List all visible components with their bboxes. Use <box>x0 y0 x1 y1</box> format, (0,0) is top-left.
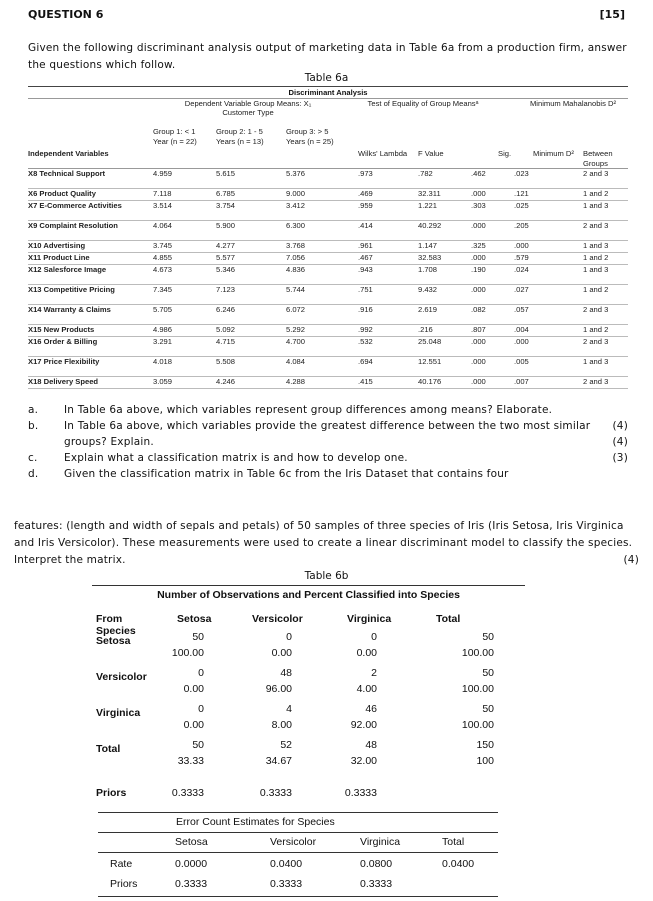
percent-cell: 0.00 <box>183 719 204 731</box>
table6c-caption: Error Count Estimates for Species <box>176 816 335 828</box>
cell-g3: 4.084 <box>286 357 306 366</box>
percent-cell: 4.00 <box>356 683 377 695</box>
cell-wilks: .415 <box>358 377 373 386</box>
percent-cell: 100.00 <box>461 647 494 659</box>
header-setosa: Setosa <box>175 836 208 848</box>
variable-name: X12 Salesforce Image <box>28 265 107 274</box>
variable-name: X18 Delivery Speed <box>28 377 99 386</box>
count-cell: 0 <box>198 667 204 679</box>
table-row <box>28 325 628 337</box>
header-from-species: From Species <box>96 613 136 637</box>
cell-d2: .024 <box>514 265 529 274</box>
cell-d2: .000 <box>514 337 529 346</box>
cell-g2: 6.246 <box>216 305 236 314</box>
table-row <box>28 337 628 357</box>
count-cell: 50 <box>482 631 494 643</box>
cell-wilks: .916 <box>358 305 373 314</box>
cell-g2: 4.277 <box>216 241 236 250</box>
rate-versicolor: 0.0400 <box>270 858 303 870</box>
variable-name: X17 Price Flexibility <box>28 357 100 366</box>
rate-total: 0.0400 <box>442 858 475 870</box>
rate-virginica: 0.0800 <box>360 858 393 870</box>
percent-cell: 8.00 <box>271 719 292 731</box>
table6a-label: Table 6a <box>304 72 349 84</box>
cell-d2: .025 <box>514 201 529 210</box>
cell-bg: 1 and 2 <box>583 189 609 198</box>
cell-g2: 5.577 <box>216 253 236 262</box>
cell-bg: 2 and 3 <box>583 305 609 314</box>
row-label: Virginica <box>96 707 141 719</box>
priors-versicolor: 0.3333 <box>270 878 303 890</box>
cell-bg: 1 and 2 <box>583 285 609 294</box>
cell-bg: 2 and 3 <box>583 337 609 346</box>
cell-bg: 2 and 3 <box>583 221 609 230</box>
rate-setosa: 0.0000 <box>175 858 208 870</box>
cell-sig: .000 <box>471 377 486 386</box>
col-wilks: Wilks' Lambda <box>358 149 408 158</box>
cell-sig: .000 <box>471 337 486 346</box>
count-cell: 50 <box>192 631 204 643</box>
cell-d2: .579 <box>514 253 529 262</box>
percent-cell: 100.00 <box>461 683 494 695</box>
cell-g1: 3.291 <box>153 337 173 346</box>
cell-g2: 5.508 <box>216 357 236 366</box>
question-text: Explain what a classification matrix is and how to develop one. <box>64 452 408 464</box>
cell-g2: 6.785 <box>216 189 236 198</box>
cell-sig: .325 <box>471 241 486 250</box>
cell-f: 1.221 <box>418 201 438 210</box>
percent-cell: 100 <box>476 755 494 767</box>
cell-sig: .000 <box>471 221 486 230</box>
question-letter: d. <box>28 468 39 480</box>
cell-f: 40.176 <box>418 377 442 386</box>
cell-wilks: .943 <box>358 265 373 274</box>
cell-d2: .004 <box>514 325 529 334</box>
cell-g1: 7.118 <box>153 189 172 198</box>
table-row <box>28 265 628 285</box>
percent-cell: 32.00 <box>350 755 377 767</box>
priors-setosa: 0.3333 <box>175 878 208 890</box>
variable-name: X14 Warranty & Claims <box>28 305 111 314</box>
cell-sig: .190 <box>471 265 486 274</box>
cell-sig: .462 <box>471 169 486 178</box>
priors-label: Priors <box>110 878 138 890</box>
col-group3: Group 3: > 5 Years (n = 25) <box>286 127 334 146</box>
cell-bg: 1 and 3 <box>583 241 609 250</box>
cell-f: 32.311 <box>418 189 441 198</box>
count-cell: 150 <box>476 739 494 751</box>
header-virginica: Virginica <box>360 836 401 848</box>
percent-cell: 0.00 <box>271 647 292 659</box>
row-label: Total <box>96 743 121 755</box>
cell-d2: .057 <box>514 305 529 314</box>
question-letter: a. <box>28 404 39 416</box>
cell-f: 40.292 <box>418 221 442 230</box>
cell-bg: 2 and 3 <box>583 169 609 178</box>
cell-g3: 5.744 <box>286 285 306 294</box>
cell-wilks: .469 <box>358 189 373 198</box>
question-marks: (4) <box>612 420 628 432</box>
cell-bg: 1 and 2 <box>583 253 609 262</box>
count-cell: 50 <box>192 739 204 751</box>
row-label: Versicolor <box>96 671 147 683</box>
cell-d2: .000 <box>514 241 529 250</box>
question-letter: c. <box>28 452 38 464</box>
priors-label: Priors <box>96 787 127 799</box>
variable-name: X8 Technical Support <box>28 169 106 178</box>
table6a <box>28 86 628 389</box>
variable-name: X7 E-Commerce Activities <box>28 201 122 210</box>
cell-g3: 7.056 <box>286 253 306 262</box>
cell-f: 9.432 <box>418 285 438 294</box>
percent-cell: 0.00 <box>356 647 377 659</box>
questions-list <box>28 402 628 482</box>
percent-cell: 92.00 <box>350 719 377 731</box>
count-cell: 0 <box>371 631 377 643</box>
continuation-marks: (4) <box>623 554 639 566</box>
cell-f: 2.619 <box>418 305 438 314</box>
mahalanobis-header: Minimum Mahalanobis D² <box>529 99 617 108</box>
question-d <box>28 466 628 482</box>
header-versicolor: Versicolor <box>270 836 317 848</box>
col-group2: Group 2: 1 - 5 Years (n = 13) <box>216 127 264 146</box>
header-total: Total <box>436 613 461 625</box>
cell-sig: .000 <box>471 357 486 366</box>
table-row <box>28 357 628 377</box>
question-marks: [15] <box>599 8 625 21</box>
question-label: QUESTION 6 <box>28 8 104 21</box>
header-total: Total <box>442 836 465 848</box>
header-setosa: Setosa <box>177 613 212 625</box>
variable-name: X6 Product Quality <box>28 189 96 198</box>
count-cell: 48 <box>365 739 377 751</box>
table6b-caption: Number of Observations and Percent Classified into Species <box>92 585 525 601</box>
cell-f: 1.708 <box>418 265 438 274</box>
cell-wilks: .467 <box>358 253 373 262</box>
cell-wilks: .751 <box>358 285 373 294</box>
continuation-text: features: (length and width of sepals and petals) of 50 samples of three species of Iris (Iris Setosa, Iris Virginica and Iris Versicolor). These measurements were used to create a linear discriminant model to classify the species. Interpret the matrix. <box>14 520 633 566</box>
variable-name: X10 Advertising <box>28 241 86 250</box>
cell-sig: .303 <box>471 201 486 210</box>
cell-f: .216 <box>418 325 433 334</box>
table-row <box>28 189 628 201</box>
cell-g2: 7.123 <box>216 285 236 294</box>
cell-d2: .121 <box>514 189 529 198</box>
cell-g2: 5.615 <box>216 169 236 178</box>
cell-g2: 3.754 <box>216 201 236 210</box>
cell-g1: 4.018 <box>153 357 173 366</box>
row-label: Setosa <box>96 635 131 647</box>
cell-g3: 4.288 <box>286 377 306 386</box>
col-between: Between Groups <box>583 149 613 168</box>
cell-d2: .023 <box>514 169 529 178</box>
question-letter: b. <box>28 420 39 432</box>
count-cell: 0 <box>198 703 204 715</box>
cell-g1: 4.673 <box>153 265 173 274</box>
table6a-caption: Discriminant Analysis <box>28 86 628 99</box>
rate-label: Rate <box>110 858 133 870</box>
question-marks: (4) <box>612 436 628 448</box>
col-group1: Group 1: < 1 Year (n = 22) <box>153 127 197 146</box>
cell-f: .782 <box>418 169 433 178</box>
col-f: F Value <box>418 149 444 158</box>
cell-wilks: .959 <box>358 201 373 210</box>
table-row <box>28 377 628 389</box>
count-cell: 2 <box>371 667 377 679</box>
cell-g3: 3.768 <box>286 241 306 250</box>
test-header: Test of Equality of Group Meansᵃ <box>367 99 479 108</box>
header-virginica: Virginica <box>347 613 392 625</box>
cell-sig: .000 <box>471 285 486 294</box>
cell-d2: .005 <box>514 357 529 366</box>
cell-wilks: .973 <box>358 169 373 178</box>
cell-g3: 6.300 <box>286 221 306 230</box>
cell-g2: 5.346 <box>216 265 236 274</box>
cell-g2: 5.092 <box>216 325 236 334</box>
cell-sig: .082 <box>471 305 486 314</box>
count-cell: 50 <box>482 703 494 715</box>
intro-text: Given the following discriminant analysis output of marketing data in Table 6a from a production firm, answer the questions which follow. <box>28 42 627 71</box>
question-b <box>28 418 628 450</box>
cell-f: 1.147 <box>418 241 438 250</box>
table6b-label: Table 6b <box>304 570 349 582</box>
count-cell: 50 <box>482 667 494 679</box>
cell-g1: 4.064 <box>153 221 173 230</box>
cell-wilks: .532 <box>358 337 373 346</box>
cell-wilks: .694 <box>358 357 373 366</box>
count-cell: 52 <box>280 739 292 751</box>
question-text: In Table 6a above, which variables provide the greatest difference between the two most similar groups? Explain. <box>64 420 591 448</box>
table-row <box>28 305 628 325</box>
cell-bg: 2 and 3 <box>583 377 609 386</box>
variable-name: X13 Competitive Pricing <box>28 285 115 294</box>
table-row <box>28 201 628 221</box>
cell-g3: 5.292 <box>286 325 306 334</box>
cell-wilks: .961 <box>358 241 373 250</box>
table-row <box>28 285 628 305</box>
table-row <box>28 169 628 189</box>
question-d-continuation <box>14 518 639 569</box>
cell-g1: 4.959 <box>153 169 173 178</box>
cell-g1: 3.059 <box>153 377 173 386</box>
count-cell: 46 <box>365 703 377 715</box>
cell-g3: 4.700 <box>286 337 306 346</box>
cell-g3: 9.000 <box>286 189 306 198</box>
count-cell: 4 <box>286 703 292 715</box>
cell-bg: 1 and 3 <box>583 201 609 210</box>
cell-f: 32.583 <box>418 253 442 262</box>
cell-f: 12.551 <box>418 357 442 366</box>
dep-var-header: Dependent Variable Group Means: X₁ Customer Type <box>184 99 312 117</box>
cell-bg: 1 and 2 <box>583 325 609 334</box>
question-a <box>28 402 628 432</box>
col-indep: Independent Variables <box>28 149 109 158</box>
cell-d2: .007 <box>514 377 529 386</box>
cell-d2: .027 <box>514 285 529 294</box>
cell-g1: 4.855 <box>153 253 173 262</box>
cell-g1: 3.514 <box>153 201 173 210</box>
cell-d2: .205 <box>514 221 529 230</box>
table-row <box>28 221 628 241</box>
variable-name: X11 Product Line <box>28 253 90 262</box>
percent-cell: 96.00 <box>265 683 292 695</box>
col-min-d2: Minimum D² <box>533 149 574 158</box>
cell-bg: 1 and 3 <box>583 265 609 274</box>
priors-cell: 0.3333 <box>344 787 377 799</box>
cell-g1: 4.986 <box>153 325 173 334</box>
cell-g3: 3.412 <box>286 201 306 210</box>
cell-sig: .000 <box>471 189 486 198</box>
priors-virginica: 0.3333 <box>360 878 393 890</box>
percent-cell: 100.00 <box>171 647 204 659</box>
cell-g2: 4.715 <box>216 337 236 346</box>
cell-g2: 5.900 <box>216 221 236 230</box>
cell-g1: 3.745 <box>153 241 173 250</box>
cell-f: 25.048 <box>418 337 442 346</box>
cell-g3: 5.376 <box>286 169 306 178</box>
priors-cell: 0.3333 <box>259 787 292 799</box>
percent-cell: 0.00 <box>183 683 204 695</box>
count-cell: 48 <box>280 667 292 679</box>
question-c <box>28 450 628 466</box>
cell-g3: 6.072 <box>286 305 306 314</box>
table6b <box>92 585 525 799</box>
percent-cell: 100.00 <box>461 719 494 731</box>
table-row <box>28 253 628 265</box>
cell-wilks: .992 <box>358 325 373 334</box>
table-row <box>28 241 628 253</box>
cell-bg: 1 and 3 <box>583 357 609 366</box>
cell-g1: 7.345 <box>153 285 173 294</box>
percent-cell: 33.33 <box>177 755 204 767</box>
question-marks: (3) <box>612 452 628 464</box>
cell-g3: 4.836 <box>286 265 306 274</box>
count-cell: 0 <box>286 631 292 643</box>
percent-cell: 34.67 <box>265 755 292 767</box>
question-text: In Table 6a above, which variables represent group differences among means? Elaborate. <box>64 404 553 416</box>
cell-g1: 5.705 <box>153 305 173 314</box>
variable-name: X9 Complaint Resolution <box>28 221 118 230</box>
col-sig: Sig. <box>498 149 512 158</box>
cell-wilks: .414 <box>358 221 373 230</box>
header-versicolor: Versicolor <box>252 613 303 625</box>
table6c <box>98 812 498 897</box>
variable-name: X16 Order & Billing <box>28 337 98 346</box>
cell-g2: 4.246 <box>216 377 236 386</box>
cell-sig: .000 <box>471 253 486 262</box>
priors-cell: 0.3333 <box>171 787 204 799</box>
cell-sig: .807 <box>471 325 486 334</box>
question-text: Given the classification matrix in Table 6c from the Iris Dataset that contains four <box>64 468 509 480</box>
variable-name: X15 New Products <box>28 325 95 334</box>
